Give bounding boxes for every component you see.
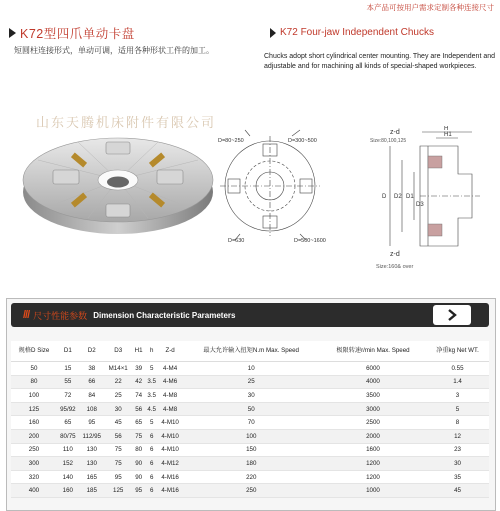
table-cell: 50 (182, 402, 320, 416)
table-cell: 30 (182, 389, 320, 403)
column-header: 规格D Size (11, 341, 57, 362)
slash-decoration-icon: /// (23, 309, 30, 321)
table-cell: 75 (132, 429, 146, 443)
label-zd-top: z-d (390, 129, 400, 136)
table-cell: 25 (105, 389, 132, 403)
table-cell: 56 (132, 402, 146, 416)
table-cell: 250 (11, 443, 57, 457)
table-cell: M14×1 (105, 362, 132, 376)
label-d-large: D=500~1600 (294, 238, 326, 244)
spec-table (11, 341, 489, 498)
table-row (11, 362, 489, 376)
description-en: Chucks adopt short cylindrical center mounting. They are Independent and adjustable and for machining all kinds of special-shaped workpieces. (264, 53, 496, 70)
table-row (11, 375, 489, 389)
spec-title-en: Dimension Characteristic Parameters (93, 310, 236, 320)
technical-drawing (210, 126, 500, 276)
table-cell: 70 (182, 416, 320, 430)
table-cell: 35 (426, 470, 489, 484)
title-cn: K72型四爪单动卡盘 (20, 27, 135, 41)
table-cell: 4-M12 (158, 457, 183, 471)
table-cell: 125 (11, 402, 57, 416)
spec-title-cn: 尺寸性能参数 (33, 310, 88, 321)
table-cell: 65 (132, 416, 146, 430)
table-cell: 180 (182, 457, 320, 471)
table-cell: 84 (79, 389, 105, 403)
table-cell: 90 (132, 457, 146, 471)
table-cell: 50 (11, 362, 57, 376)
table-cell: 160 (11, 416, 57, 430)
table-cell: 5 (146, 416, 158, 430)
table-row (11, 457, 489, 471)
table-cell: 200 (11, 429, 57, 443)
table-cell: 4.5 (146, 402, 158, 416)
table-cell: 220 (182, 470, 320, 484)
table-cell: 6000 (320, 362, 426, 376)
table-row (11, 484, 489, 498)
table-row (11, 416, 489, 430)
table-row (11, 470, 489, 484)
chuck-product-image (18, 120, 218, 240)
table-cell: 1200 (320, 457, 426, 471)
label-size-bottom: Size:160& over (376, 264, 414, 270)
table-cell: 4-M8 (158, 402, 183, 416)
customization-note: 本产品可按用户需求定制各种连接尺寸 (366, 3, 494, 12)
table-cell: 130 (79, 457, 105, 471)
table-cell: 100 (182, 429, 320, 443)
table-cell: 4-M10 (158, 429, 183, 443)
table-cell: 1200 (320, 470, 426, 484)
table-cell: 45 (105, 416, 132, 430)
table-cell: 6 (146, 484, 158, 498)
column-header: D2 (79, 341, 105, 362)
table-cell: 38 (79, 362, 105, 376)
table-cell: 25 (182, 375, 320, 389)
table-cell: 4-M10 (158, 443, 183, 457)
description-cn: 短圆柱连接形式，单动可调，适用各种形状工件的加工。 (14, 46, 214, 55)
label-h: H (444, 126, 449, 132)
table-cell: 3500 (320, 389, 426, 403)
label-h1: H1 (444, 132, 452, 138)
title-cn-block (9, 24, 135, 42)
table-cell: 250 (182, 484, 320, 498)
table-cell: 80 (11, 375, 57, 389)
company-watermark: 山东天腾机床附件有限公司 (36, 115, 217, 130)
table-cell: 5 (146, 362, 158, 376)
table-cell: 140 (57, 470, 79, 484)
table-cell: 45 (426, 484, 489, 498)
table-cell: 400 (11, 484, 57, 498)
label-d-small: D=80~250 (218, 138, 244, 144)
table-cell: 125 (105, 484, 132, 498)
label-D: D (382, 194, 387, 200)
column-header: Z-d (158, 341, 183, 362)
table-cell: 75 (105, 443, 132, 457)
triangle-bullet-icon (270, 28, 276, 38)
table-cell: 80 (132, 443, 146, 457)
table-cell: 4-M16 (158, 484, 183, 498)
label-d-mid: D=300~500 (288, 138, 317, 144)
table-cell: 95 (132, 484, 146, 498)
title-en: K72 Four-jaw Independent Chucks (280, 27, 434, 38)
title-en-block (270, 27, 434, 38)
table-cell: 1000 (320, 484, 426, 498)
table-cell: 5 (426, 402, 489, 416)
table-cell: 108 (79, 402, 105, 416)
spec-table-header-bar (11, 303, 489, 327)
table-cell: 8 (426, 416, 489, 430)
table-cell: 80/75 (57, 429, 79, 443)
table-cell: 74 (132, 389, 146, 403)
table-cell: 165 (79, 470, 105, 484)
table-cell: 12 (426, 429, 489, 443)
table-cell: 150 (182, 443, 320, 457)
table-row (11, 443, 489, 457)
table-cell: 22 (105, 375, 132, 389)
table-cell: 320 (11, 470, 57, 484)
label-d-630: D=630 (228, 238, 245, 244)
chevron-right-icon (445, 308, 459, 322)
table-row (11, 389, 489, 403)
table-cell: 4-M4 (158, 362, 183, 376)
table-cell: 55 (57, 375, 79, 389)
table-cell: 100 (11, 389, 57, 403)
table-cell: 4-M10 (158, 416, 183, 430)
table-cell: 15 (57, 362, 79, 376)
table-cell: 90 (132, 470, 146, 484)
label-D1: D1 (406, 194, 414, 200)
column-header: 净重kg Net WT. (426, 341, 489, 362)
table-body (11, 362, 489, 498)
table-cell: 3 (426, 389, 489, 403)
table-cell: 160 (57, 484, 79, 498)
table-cell: 2000 (320, 429, 426, 443)
table-cell: 110 (57, 443, 79, 457)
table-cell: 4-M6 (158, 375, 183, 389)
table-cell: 95 (79, 416, 105, 430)
table-cell: 3000 (320, 402, 426, 416)
table-cell: 56 (105, 429, 132, 443)
table-cell: 1.4 (426, 375, 489, 389)
table-cell: 0.55 (426, 362, 489, 376)
table-cell: 6 (146, 470, 158, 484)
table-cell: 185 (79, 484, 105, 498)
table-cell: 4000 (320, 375, 426, 389)
table-cell: 42 (132, 375, 146, 389)
table-cell: 30 (105, 402, 132, 416)
table-header-row (11, 341, 489, 362)
table-cell: 23 (426, 443, 489, 457)
table-cell: 95/92 (57, 402, 79, 416)
triangle-bullet-icon (9, 28, 16, 38)
table-cell: 3.5 (146, 375, 158, 389)
table-cell: 10 (182, 362, 320, 376)
table-cell: 112/95 (79, 429, 105, 443)
column-header: D1 (57, 341, 79, 362)
column-header: D3 (105, 341, 132, 362)
table-cell: 75 (105, 457, 132, 471)
label-D3: D3 (416, 202, 424, 208)
table-cell: 95 (105, 470, 132, 484)
table-cell: 6 (146, 443, 158, 457)
table-cell: 1600 (320, 443, 426, 457)
table-cell: 130 (79, 443, 105, 457)
column-header: H1 (132, 341, 146, 362)
table-row (11, 429, 489, 443)
table-cell: 6 (146, 429, 158, 443)
column-header: h (146, 341, 158, 362)
label-D2: D2 (394, 194, 402, 200)
table-cell: 30 (426, 457, 489, 471)
column-header: 最大允许输入扭矩N.m Max. Speed (182, 341, 320, 362)
table-cell: 4-M16 (158, 470, 183, 484)
label-size-top: Size:80,100,125 (370, 138, 407, 144)
table-cell: 3.5 (146, 389, 158, 403)
spec-table-panel (6, 298, 496, 511)
label-zd-bottom: z-d (390, 251, 400, 258)
column-header: 极限转速r/min Max. Speed (320, 341, 426, 362)
table-cell: 66 (79, 375, 105, 389)
next-arrow-button[interactable] (433, 305, 471, 325)
table-cell: 72 (57, 389, 79, 403)
table-cell: 2500 (320, 416, 426, 430)
table-cell: 4-M8 (158, 389, 183, 403)
table-cell: 6 (146, 457, 158, 471)
table-row (11, 402, 489, 416)
table-cell: 152 (57, 457, 79, 471)
table-cell: 300 (11, 457, 57, 471)
table-cell: 39 (132, 362, 146, 376)
table-cell: 65 (57, 416, 79, 430)
